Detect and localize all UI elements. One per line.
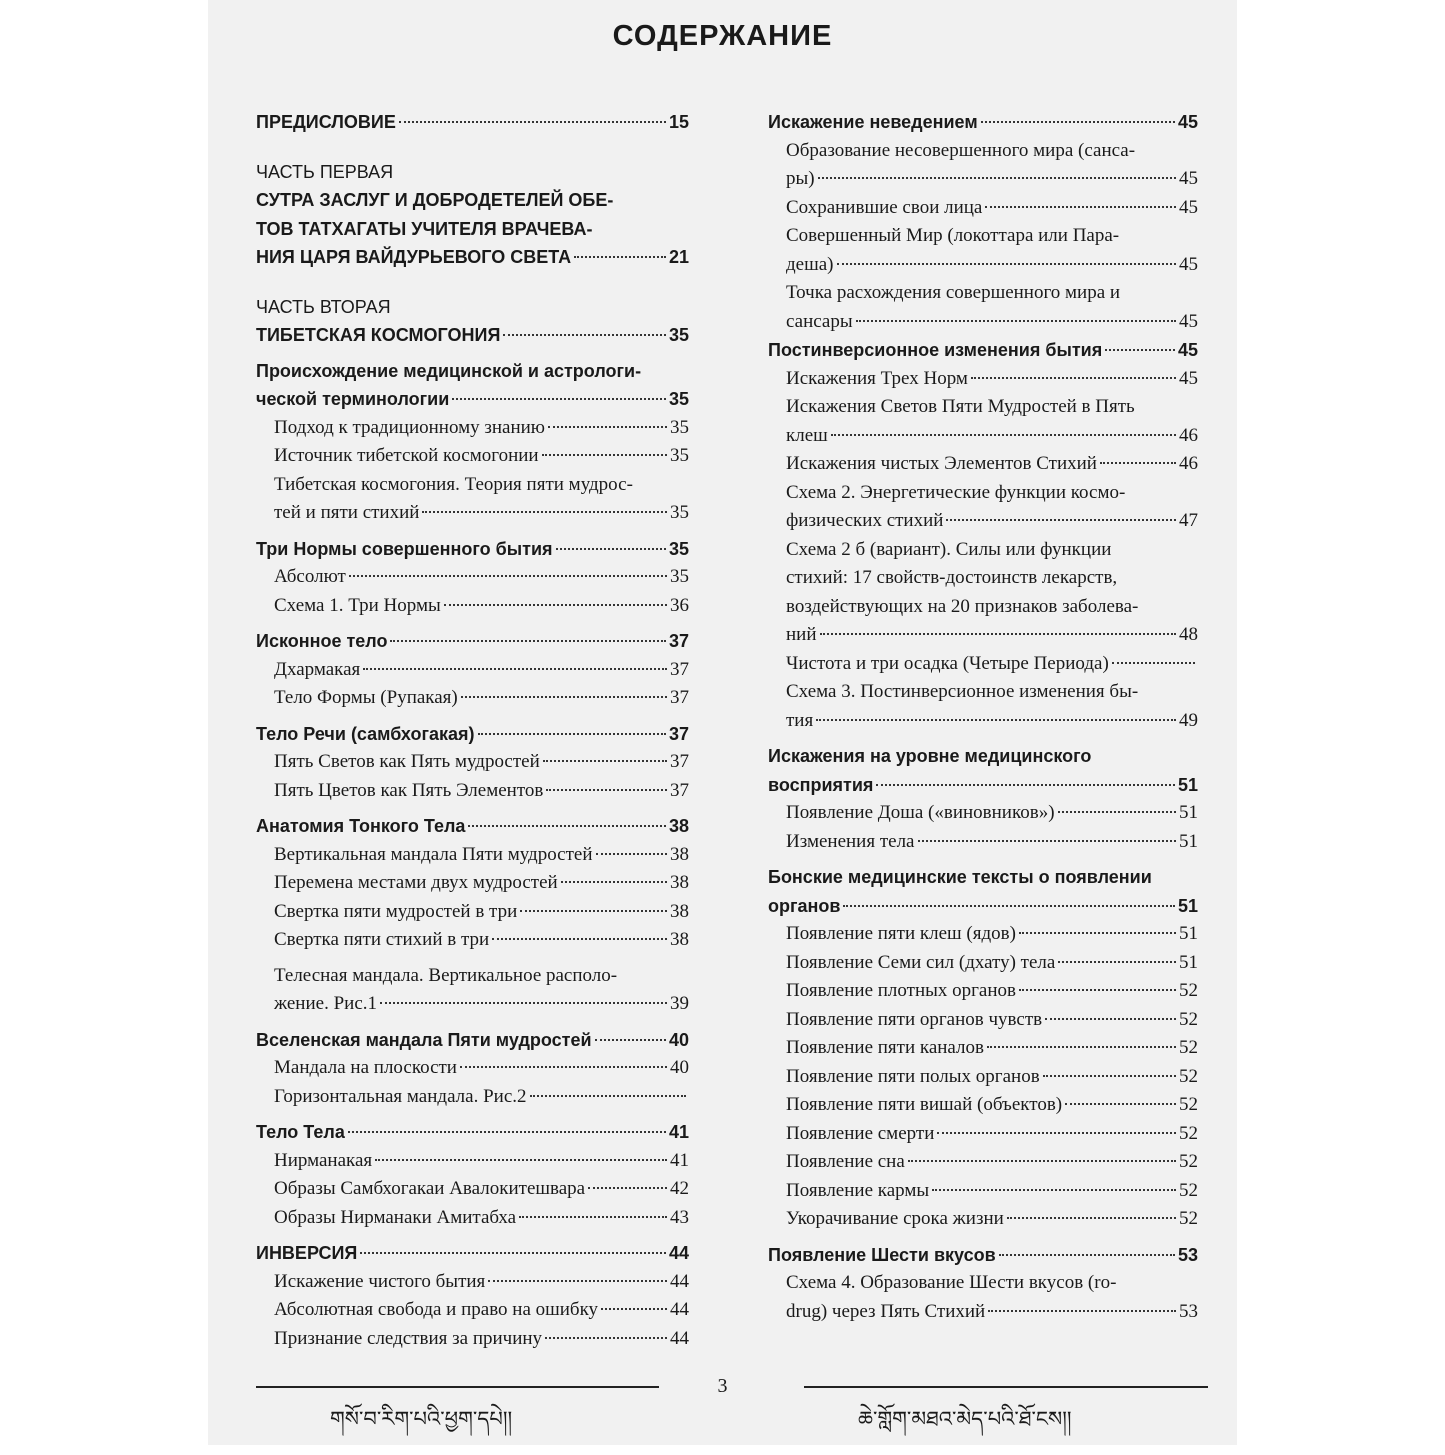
toc-entry <box>768 308 1198 337</box>
dot-leader <box>1112 662 1195 664</box>
toc-entry-title: ИНВЕРСИЯ <box>256 1243 358 1263</box>
toc-entry <box>256 215 689 244</box>
dot-leader <box>988 1310 1176 1312</box>
toc-entry-title: Образы Нирманаки Амитабха <box>274 1206 517 1228</box>
dot-leader <box>492 938 667 940</box>
toc-entry-page: 38 <box>670 929 689 950</box>
toc-entry-page: 46 <box>1179 453 1198 474</box>
toc-entry-page: 39 <box>670 993 689 1014</box>
toc-entry-page: 36 <box>670 594 689 616</box>
toc-entry-title: жение. Рис.1 <box>274 993 377 1014</box>
toc-entry-page: 38 <box>668 816 689 836</box>
toc-entry <box>768 1269 1198 1298</box>
toc-entry <box>256 385 689 414</box>
toc-entry-title: Появление пяти вишай (объектов) <box>786 1094 1063 1115</box>
toc-entry-page: 44 <box>668 1243 689 1263</box>
dot-leader <box>981 121 1175 123</box>
dot-leader <box>1058 961 1176 963</box>
toc-entry-title: Появление плотных органов <box>786 980 1017 1001</box>
toc-entry-title: ТОВ ТАТХАГАТЫ УЧИТЕЛЯ ВРАЧЕВА- <box>256 218 593 239</box>
toc-entry-page: 44 <box>670 1327 689 1349</box>
toc-entry <box>256 1147 689 1176</box>
dot-leader <box>574 256 666 258</box>
toc-entry <box>768 165 1198 194</box>
dot-leader <box>818 177 1176 179</box>
toc-entry-title: Схема 3. Постинверсионное изменения бы- <box>786 681 1139 702</box>
dot-leader <box>588 1187 667 1189</box>
toc-entry-title: Искажения Трех Норм <box>786 367 968 389</box>
toc-entry <box>768 707 1198 736</box>
toc-entry-page: 53 <box>1177 1244 1198 1265</box>
toc-entry-page: 40 <box>668 1029 689 1050</box>
toc-entry <box>768 479 1198 508</box>
dot-leader <box>461 696 667 698</box>
toc-entry <box>768 1091 1198 1120</box>
toc-entry-title: Мандала на плоскости <box>274 1057 457 1078</box>
toc-entry <box>256 1054 689 1083</box>
toc-entry-page: 48 <box>1179 624 1198 645</box>
toc-entry-title: Укорачивание срока жизни <box>786 1208 1004 1229</box>
toc-entry <box>256 656 689 685</box>
toc-entry-page: 51 <box>1177 774 1198 795</box>
toc-entry-page: 45 <box>1179 253 1198 275</box>
toc-entry <box>768 1298 1198 1327</box>
toc-entry <box>768 365 1198 394</box>
toc-entry <box>768 137 1198 166</box>
dot-leader <box>503 334 666 336</box>
toc-entry-title: Появление Доша («виновников») <box>786 802 1055 823</box>
toc-entry-title: Чистота и три осадка (Четыре Периода) <box>786 652 1109 674</box>
toc-left-column <box>256 108 689 1353</box>
dot-leader <box>444 604 667 606</box>
dot-leader <box>596 853 667 855</box>
toc-entry-page: 52 <box>1179 1122 1198 1144</box>
dot-leader <box>519 1216 667 1218</box>
dot-leader <box>348 1131 666 1133</box>
left-margin <box>0 0 208 1445</box>
toc-entry-title: Искажения на уровне медицинского <box>768 746 1092 766</box>
toc-entry <box>768 920 1198 949</box>
toc-entry <box>256 243 689 272</box>
toc-entry-title: Свертка пяти стихий в три <box>274 929 490 950</box>
toc-entry-title: НИЯ ЦАРЯ ВАЙДУРЬЕВОГО СВЕТА <box>256 247 572 267</box>
toc-entry-page: 41 <box>670 1149 689 1171</box>
toc-entry <box>768 1148 1198 1177</box>
toc-entry-page: 45 <box>1179 367 1198 389</box>
toc-entry-title: ний <box>786 624 817 645</box>
toc-entry-page: 35 <box>670 445 689 466</box>
dot-leader <box>1100 462 1176 464</box>
toc-entry <box>256 1083 689 1112</box>
toc-entry-page: 45 <box>1177 112 1198 132</box>
toc-entry-title: Схема 4. Образование Шести вкусов (ro- <box>786 1272 1117 1293</box>
toc-entry-page: 51 <box>1177 895 1198 916</box>
toc-entry-page: 37 <box>668 631 689 651</box>
toc-entry-title: Пять Цветов как Пять Элементов <box>274 779 544 801</box>
toc-entry-page: 47 <box>1179 510 1198 531</box>
toc-entry <box>768 949 1198 978</box>
toc-entry <box>768 799 1198 828</box>
toc-entry-title: Перемена местами двух мудростей <box>274 872 558 893</box>
toc-entry-page: 35 <box>668 325 689 345</box>
toc-entry-page: 21 <box>668 247 689 267</box>
toc-entry <box>768 108 1198 137</box>
toc-entry <box>256 535 689 564</box>
toc-entry-page: 38 <box>670 872 689 893</box>
dot-leader <box>478 733 666 735</box>
footer-left-text: གསོ་བ་རིག་པའི་ཕྱག་དཔེ།། <box>330 1407 513 1431</box>
toc-entry-title: деша) <box>786 253 834 275</box>
dot-leader <box>999 1254 1175 1256</box>
dot-leader <box>1043 1075 1176 1077</box>
toc-entry-title: Происхождение медицинской и астрологи- <box>256 360 642 381</box>
toc-entry-page: 41 <box>668 1122 689 1142</box>
toc-entry-page: 37 <box>670 779 689 801</box>
toc-entry-title: сансары <box>786 310 853 332</box>
dot-leader <box>530 1095 686 1097</box>
toc-entry <box>256 748 689 777</box>
toc-entry-page: 52 <box>1179 1151 1198 1172</box>
toc-entry-title: Появление сна <box>786 1151 905 1172</box>
toc-entry-title: Признание следствия за причину <box>274 1327 543 1349</box>
toc-right-column <box>768 108 1198 1326</box>
dot-leader <box>542 454 667 456</box>
toc-entry-title: Искажение чистого бытия <box>274 1270 486 1292</box>
toc-entry-page: 53 <box>1179 1300 1198 1322</box>
dot-leader <box>1045 1018 1176 1020</box>
toc-entry-title: Горизонтальная мандала. Рис.2 <box>274 1085 527 1107</box>
toc-entry-title: ЧАСТЬ ПЕРВАЯ <box>256 161 394 182</box>
toc-entry-page: 51 <box>1179 802 1198 823</box>
toc-entry-page: 15 <box>668 112 689 132</box>
toc-entry <box>256 777 689 806</box>
dot-leader <box>918 840 1177 842</box>
toc-entry-page: 38 <box>670 900 689 922</box>
toc-entry-title: Искажения Светов Пяти Мудростей в Пять <box>786 396 1135 417</box>
toc-entry <box>768 194 1198 223</box>
toc-entry <box>256 990 689 1019</box>
toc-entry-title: Образы Самбхогакаи Авалокитешвара <box>274 1178 586 1199</box>
dot-leader <box>987 1046 1176 1048</box>
toc-entry <box>768 742 1198 771</box>
toc-entry <box>256 898 689 927</box>
toc-entry-title: drug) через Пять Стихий <box>786 1300 986 1322</box>
toc-entry-title: Схема 2 б (вариант). Силы или функции <box>786 538 1112 560</box>
toc-entry <box>768 251 1198 280</box>
toc-entry-page: 35 <box>670 566 689 587</box>
toc-entry <box>768 621 1198 650</box>
right-margin <box>1237 0 1445 1445</box>
toc-entry <box>768 1063 1198 1092</box>
toc-entry-title: Появление пяти каналов <box>786 1037 984 1058</box>
toc-entry-page: 52 <box>1179 1094 1198 1115</box>
dot-leader <box>908 1160 1176 1162</box>
toc-entry-title: ТИБЕТСКАЯ КОСМОГОНИЯ <box>256 325 501 345</box>
toc-entry-title: Тело Тела <box>256 1122 345 1142</box>
toc-entry-title: воздействующих на 20 признаков заболева- <box>786 595 1139 617</box>
toc-entry <box>256 563 689 592</box>
toc-entry <box>768 892 1198 921</box>
toc-entry-title: Подход к традиционному знанию <box>274 416 545 438</box>
toc-entry <box>768 771 1198 800</box>
toc-entry <box>768 450 1198 479</box>
footer-right-text: ཆེ་གློག་མཐའ་མེད་པའི་ཐོ་ངས།། <box>858 1407 1072 1431</box>
dot-leader <box>595 1039 666 1041</box>
dot-leader <box>460 1066 667 1068</box>
toc-entry-title: Тибетская космогония. Теория пяти мудрос- <box>274 473 633 495</box>
toc-entry <box>768 678 1198 707</box>
dot-leader <box>946 519 1176 521</box>
dot-leader <box>399 121 666 123</box>
toc-entry <box>768 1205 1198 1234</box>
toc-entry <box>768 536 1198 565</box>
dot-leader <box>932 1189 1176 1191</box>
toc-entry-page: 52 <box>1179 1037 1198 1058</box>
toc-entry-page: 52 <box>1179 1208 1198 1229</box>
toc-entry-title: восприятия <box>768 774 874 795</box>
toc-entry <box>768 863 1198 892</box>
toc-entry-title: Искажение неведением <box>768 112 978 132</box>
dot-leader <box>1007 1217 1176 1219</box>
toc-entry <box>768 1177 1198 1206</box>
toc-entry-title: Появление Семи сил (дхату) тела <box>786 951 1056 973</box>
toc-entry <box>256 812 689 841</box>
dot-leader <box>468 825 666 827</box>
toc-entry-page: 46 <box>1179 424 1198 446</box>
toc-entry <box>256 926 689 955</box>
toc-entry-page: 45 <box>1177 340 1198 360</box>
toc-entry <box>256 442 689 471</box>
toc-entry-page: 35 <box>668 538 689 559</box>
toc-entry-title: ческой терминологии <box>256 389 450 409</box>
toc-entry <box>256 684 689 713</box>
toc-entry-page: 38 <box>670 843 689 865</box>
toc-entry-title: Дхармакая <box>274 658 361 680</box>
toc-entry <box>256 1118 689 1147</box>
dot-leader <box>985 206 1176 208</box>
toc-entry <box>256 592 689 621</box>
toc-entry-page: 43 <box>670 1206 689 1228</box>
toc-entry <box>768 222 1198 251</box>
toc-entry-page: 44 <box>670 1299 689 1320</box>
toc-entry-page: 35 <box>670 502 689 523</box>
dot-leader <box>1065 1103 1176 1105</box>
dot-leader <box>545 1337 667 1339</box>
toc-entry <box>256 108 689 137</box>
toc-entry <box>256 158 689 187</box>
toc-entry-title: Пять Светов как Пять мудростей <box>274 751 540 772</box>
toc-entry-title: Искажения чистых Элементов Стихий <box>786 453 1097 474</box>
dot-leader <box>543 760 667 762</box>
toc-entry <box>768 650 1198 679</box>
toc-entry-title: СУТРА ЗАСЛУГ И ДОБРОДЕТЕЛЕЙ ОБЕ- <box>256 190 614 210</box>
toc-entry-title: Абсолютная свобода и право на ошибку <box>274 1299 599 1320</box>
page-number: 3 <box>717 1375 728 1397</box>
dot-leader <box>363 668 667 670</box>
dot-leader <box>856 320 1176 322</box>
toc-entry <box>256 499 689 528</box>
toc-entry-page: 52 <box>1179 1065 1198 1087</box>
toc-entry-title: стихий: 17 свойств-достоинств лекарств, <box>786 567 1118 588</box>
toc-entry-title: Появление пяти клеш (ядов) <box>786 923 1016 944</box>
toc-entry-title: Анатомия Тонкого Тела <box>256 816 466 836</box>
toc-entry-title: тей и пяти стихий <box>274 502 420 523</box>
toc-entry-page: 45 <box>1179 168 1198 189</box>
dot-leader <box>876 784 1175 786</box>
toc-entry <box>256 1296 689 1325</box>
toc-entry-title: Сохранившие свои лица <box>786 196 983 218</box>
dot-leader <box>380 1002 667 1004</box>
toc-entry-title: Изменения тела <box>786 830 915 852</box>
page-title: СОДЕРЖАНИЕ <box>612 20 833 52</box>
dot-leader <box>548 426 667 428</box>
toc-entry-title: Свертка пяти мудростей в три <box>274 900 518 922</box>
toc-entry-page: 44 <box>670 1270 689 1292</box>
toc-entry <box>256 720 689 749</box>
toc-entry <box>256 471 689 500</box>
toc-entry-title: Точка расхождения совершенного мира и <box>786 282 1121 303</box>
toc-entry <box>768 977 1198 1006</box>
toc-entry-title: Совершенный Мир (локоттара или Пара- <box>786 225 1120 246</box>
toc-entry <box>256 1026 689 1055</box>
toc-entry-page: 52 <box>1179 1179 1198 1201</box>
dot-leader <box>1105 349 1175 351</box>
toc-entry-title: Появление смерти <box>786 1122 935 1144</box>
toc-entry <box>768 279 1198 308</box>
toc-entry <box>256 1175 689 1204</box>
toc-entry-page: 37 <box>670 687 689 708</box>
toc-entry-title: Три Нормы совершенного бытия <box>256 538 553 559</box>
toc-entry <box>256 321 689 350</box>
toc-entry <box>768 564 1198 593</box>
dot-leader <box>422 511 667 513</box>
dot-leader <box>452 398 666 400</box>
toc-entry-title: Появление пяти органов чувств <box>786 1008 1043 1030</box>
toc-entry-title: Появление Шести вкусов <box>768 1244 996 1265</box>
toc-entry <box>768 393 1198 422</box>
toc-entry-title: Тело Формы (Рупакая) <box>274 687 458 708</box>
toc-entry <box>768 507 1198 536</box>
toc-entry-title: Вселенская мандала Пяти мудростей <box>256 1029 592 1050</box>
toc-entry-title: Образование несовершенного мира (санса- <box>786 139 1136 161</box>
dot-leader <box>1019 989 1176 991</box>
toc-entry <box>768 1034 1198 1063</box>
toc-entry-title: органов <box>768 895 841 916</box>
book-page <box>208 0 1237 1445</box>
toc-entry <box>768 1241 1198 1270</box>
toc-entry-title: ры) <box>786 168 815 189</box>
toc-entry <box>256 1268 689 1297</box>
toc-entry-title: Бонские медицинские тексты о появлении <box>768 867 1152 887</box>
toc-entry-title: Исконное тело <box>256 631 388 651</box>
dot-leader <box>546 789 667 791</box>
toc-entry-title: ЧАСТЬ ВТОРАЯ <box>256 296 391 317</box>
toc-entry <box>256 1204 689 1233</box>
toc-entry-page: 51 <box>1179 830 1198 852</box>
dot-leader <box>375 1159 667 1161</box>
dot-leader <box>820 633 1176 635</box>
toc-entry <box>768 1120 1198 1149</box>
toc-entry <box>256 627 689 656</box>
toc-entry-title: Схема 1. Три Нормы <box>274 594 441 616</box>
dot-leader <box>349 575 667 577</box>
toc-entry-page: 51 <box>1179 951 1198 973</box>
toc-entry <box>256 962 689 991</box>
toc-entry-page: 37 <box>668 723 689 744</box>
toc-entry <box>256 186 689 215</box>
toc-entry-title: Появление пяти полых органов <box>786 1065 1040 1087</box>
toc-entry-page: 35 <box>670 416 689 438</box>
toc-entry-page: 52 <box>1179 980 1198 1001</box>
toc-entry <box>768 336 1198 365</box>
toc-entry-page: 35 <box>668 389 689 409</box>
dot-leader <box>561 881 667 883</box>
toc-entry-title: Тело Речи (самбхогакая) <box>256 723 475 744</box>
toc-entry-page: 49 <box>1179 709 1198 731</box>
toc-entry-title: Появление кармы <box>786 1179 930 1201</box>
toc-entry <box>768 422 1198 451</box>
dot-leader <box>843 905 1175 907</box>
toc-entry-title: тия <box>786 709 814 731</box>
toc-entry-title: клеш <box>786 424 828 446</box>
dot-leader <box>816 719 1176 721</box>
toc-entry-page: 51 <box>1179 923 1198 944</box>
toc-entry-page: 52 <box>1179 1008 1198 1030</box>
dot-leader <box>360 1252 666 1254</box>
toc-entry-page: 40 <box>670 1057 689 1078</box>
toc-entry <box>768 828 1198 857</box>
toc-entry <box>256 293 689 322</box>
dot-leader <box>601 1308 667 1310</box>
toc-entry-page: 37 <box>670 751 689 772</box>
toc-entry-page: 45 <box>1179 196 1198 218</box>
dot-leader <box>556 548 666 550</box>
toc-entry <box>256 869 689 898</box>
toc-entry-page: 45 <box>1179 310 1198 332</box>
dot-leader <box>390 640 665 642</box>
toc-entry-title: Постинверсионное изменения бытия <box>768 340 1103 360</box>
dot-leader <box>831 434 1176 436</box>
toc-entry <box>256 357 689 386</box>
toc-entry <box>256 841 689 870</box>
dot-leader <box>971 377 1176 379</box>
toc-entry-title: Источник тибетской космогонии <box>274 445 539 466</box>
toc-entry-title: Вертикальная мандала Пяти мудростей <box>274 843 593 865</box>
dot-leader <box>520 910 667 912</box>
dot-leader <box>937 1132 1176 1134</box>
toc-entry-page: 37 <box>670 658 689 680</box>
toc-entry-title: Схема 2. Энергетические функции космо- <box>786 481 1126 503</box>
dot-leader <box>1058 811 1176 813</box>
dot-leader <box>1019 932 1176 934</box>
dot-leader <box>488 1280 667 1282</box>
toc-entry <box>256 1325 689 1354</box>
toc-entry <box>256 1239 689 1268</box>
toc-entry-title: физических стихий <box>786 510 944 531</box>
dot-leader <box>837 263 1177 265</box>
toc-entry <box>768 593 1198 622</box>
toc-entry-title: ПРЕДИСЛОВИЕ <box>256 112 396 132</box>
toc-entry-title: Нирманакая <box>274 1149 373 1171</box>
toc-entry-title: Телесная мандала. Вертикальное располо- <box>274 964 618 986</box>
toc-entry <box>768 1006 1198 1035</box>
toc-entry-page: 42 <box>670 1178 689 1199</box>
toc-entry-title: Абсолют <box>274 566 346 587</box>
toc-entry <box>256 414 689 443</box>
